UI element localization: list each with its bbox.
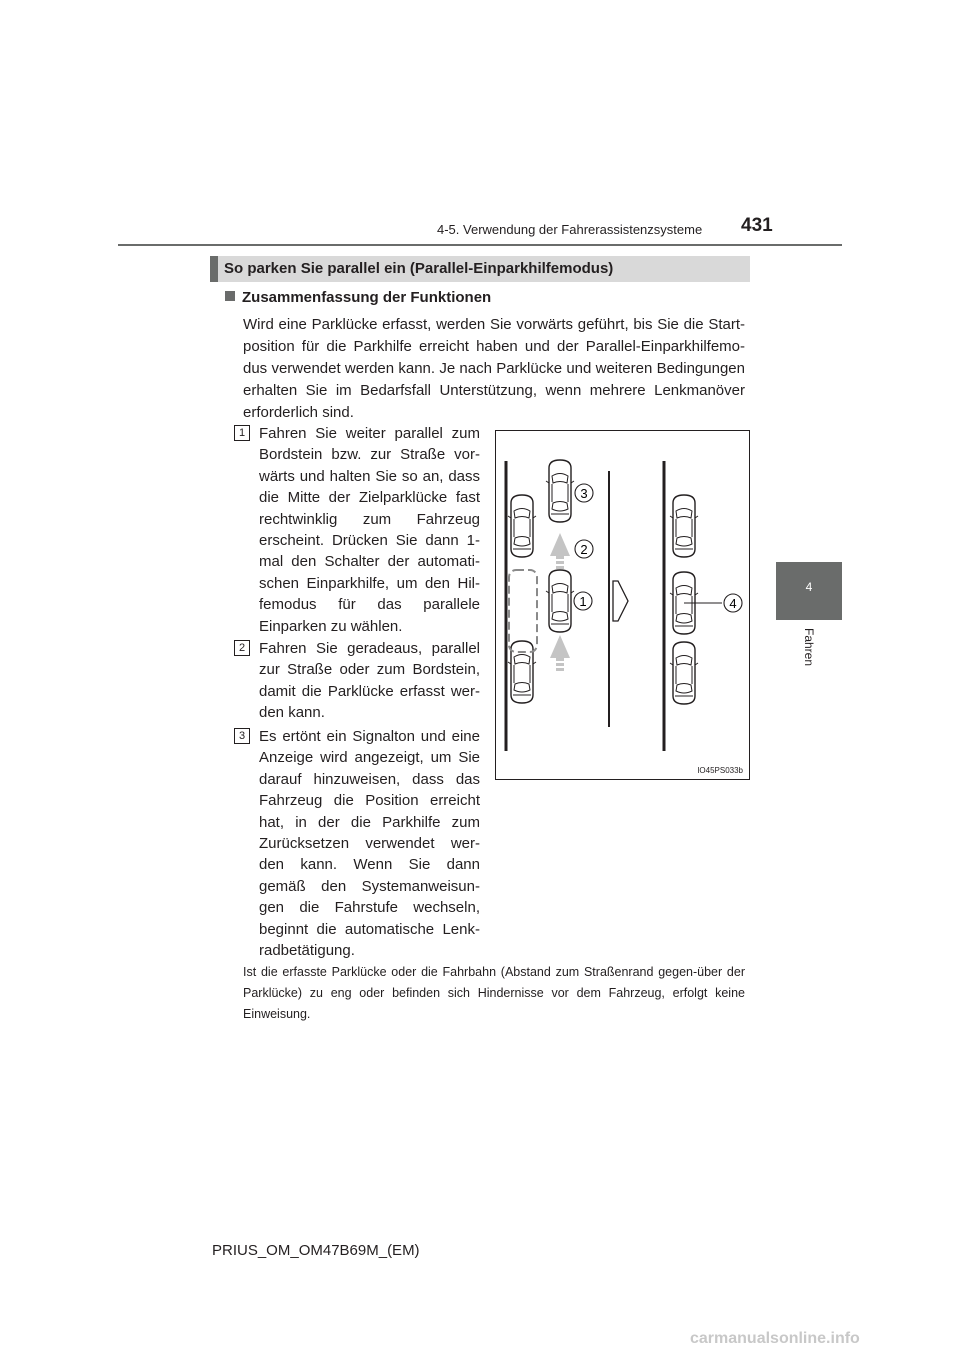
step-text: Fahren Sie geradeaus, parallel zur Straße oder zum Bordstein, damit die Parklücke erfasst wer-den kann. [259,640,480,722]
chapter-number: 4 [805,580,813,594]
target-parking-space [509,570,537,652]
forward-arrow-icon [550,533,570,559]
section-title: So parken Sie parallel ein (Parallel-Einparkhilfemodus) [224,260,614,277]
callout-3-label: 3 [580,486,588,501]
ego-car-position-3 [546,460,574,522]
step-item [234,423,480,637]
document-id: PRIUS_OM_OM47B69M_(EM) [212,1242,420,1259]
subheading-text: Zusammenfassung der Funktionen [242,289,492,306]
section-title-bar [210,256,750,282]
forward-arrow-segment [556,668,564,671]
step-text: Es ertönt ein Signalton und eine Anzeige wird angezeigt, um Sie darauf hinzuweisen, dass das Fahrzeug die Position erreicht hat, in der die Parkhilfe zum Zurücksetzen verwendet wer-den kann. Wenn Sie dann gemäß den Systemanweisun-gen die Fahrstufe wechseln, beginnt die automatische Lenk-radbetätigung. [259,728,480,960]
callout-1-label: 1 [579,594,587,609]
step-item [234,638,480,724]
step-number-badge: 2 [234,640,250,656]
watermark: carmanualsonline.info [690,1330,860,1347]
square-bullet-icon [225,291,235,301]
parking-diagram [495,430,750,780]
chapter-tab [776,562,842,620]
parked-car-left [508,495,536,557]
section-bar-accent [210,256,218,282]
running-header-section: 4-5. Verwendung der Fahrerassistenzsysteme [437,222,703,237]
forward-arrow-segment [556,663,564,666]
parking-diagram-illustration [496,431,749,779]
chapter-label: Fahren [802,628,816,667]
intro-paragraph: Wird eine Parklücke erfasst, werden Sie vorwärts geführt, bis Sie die Start-position für die Parkhilfe erreicht haben und der Parallel-Einparkhilfemo-dus verwendet werden kann. Je nach Parklücke und weiteren Bedingungen erhalten Sie im Bedarfsfall Unterstützung, wenn mehrere Lenkmanöver erforderlich sind. [243,316,745,421]
forward-arrow-segment [556,566,564,569]
step-text: Fahren Sie weiter parallel zum Bordstein bzw. zur Straße vor-wärts und halten Sie so an, dass die Mitte der Zielparklücke fast rechtwinklig zum Fahrzeug erscheint. Drücken Sie dann 1-mal den Schalter der automati-schen Einparkhilfe, um den Hil-femodus für das parallele Einparken zu wählen. [259,425,480,635]
step-number-badge: 3 [234,728,250,744]
diagram-code: IO45PS033b [697,766,743,775]
header-rule [118,244,842,246]
detection-arrow-icon [613,581,628,621]
parked-car-right [670,642,698,704]
callout-2-label: 2 [580,542,588,557]
callout-4-label: 4 [729,596,737,611]
forward-arrow-icon [550,635,570,661]
parked-car-right [670,495,698,557]
ego-car-position-1 [546,570,574,632]
step-number-badge: 1 [234,425,250,441]
footnote: Ist die erfasste Parklücke oder die Fahrbahn (Abstand zum Straßenrand gegen-über der Parklücke) zu eng oder befinden sich Hindernisse vor dem Fahrzeug, erfolgt keine Einweisung. [243,965,745,1021]
step-item [234,726,480,961]
page-number: 431 [741,215,773,236]
forward-arrow-segment [556,561,564,564]
subheading [225,289,491,306]
